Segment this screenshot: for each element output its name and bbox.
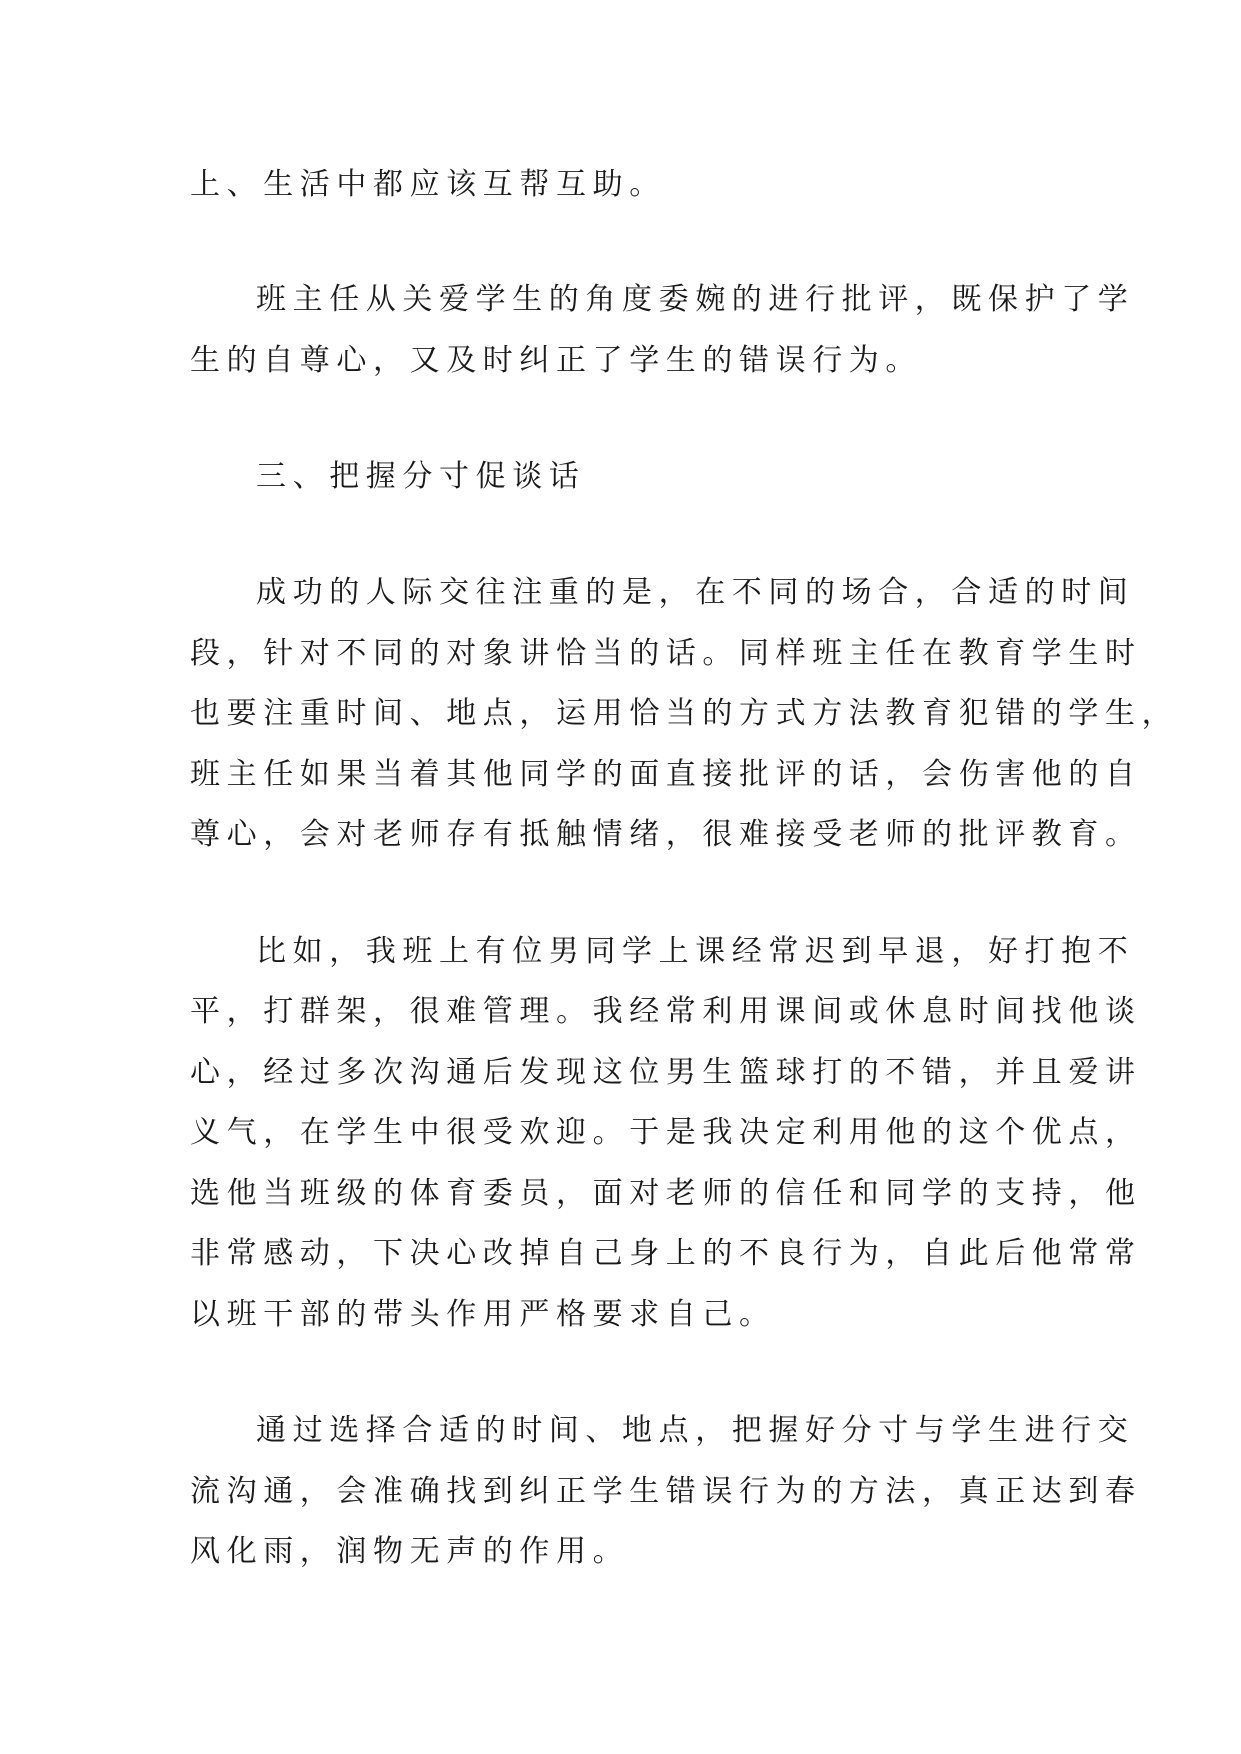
text-line: 心，经过多次沟通后发现这位男生篮球打的不错，并且爱讲	[190, 1055, 1142, 1090]
text-line: 也要注重时间、地点，运用恰当的方式方法教育犯错的学生，	[190, 696, 1179, 731]
text-line: 上、生活中都应该互帮互助。	[190, 167, 666, 202]
paragraph-first-line: 比如，我班上有位男同学上课经常迟到早退，好打抱不	[256, 934, 1135, 969]
text-line: 尊心，会对老师存有抵触情绪，很难接受老师的批评教育。	[190, 817, 1142, 852]
text-line: 风化雨，润物无声的作用。	[190, 1534, 630, 1569]
section-heading: 三、把握分寸促谈话	[256, 459, 586, 494]
text-line: 非常感动，下决心改掉自己身上的不良行为，自此后他常常	[190, 1236, 1142, 1271]
text-line: 班主任如果当着其他同学的面直接批评的话，会伤害他的自	[190, 757, 1142, 792]
text-line: 平，打群架，很难管理。我经常利用课间或休息时间找他谈	[190, 994, 1142, 1029]
text-line: 义气，在学生中很受欢迎。于是我决定利用他的这个优点，	[190, 1115, 1142, 1150]
text-line: 段，针对不同的对象讲恰当的话。同样班主任在教育学生时	[190, 636, 1142, 671]
text-line: 选他当班级的体育委员，面对老师的信任和同学的支持，他	[190, 1176, 1142, 1211]
text-line: 生的自尊心，又及时纠正了学生的错误行为。	[190, 343, 922, 378]
text-line: 流沟通，会准确找到纠正学生错误行为的方法，真正达到春	[190, 1474, 1142, 1509]
paragraph-first-line: 成功的人际交往注重的是，在不同的场合，合适的时间	[256, 575, 1135, 610]
paragraph-first-line: 通过选择合适的时间、地点，把握好分寸与学生进行交	[256, 1413, 1135, 1448]
paragraph-first-line: 班主任从关爱学生的角度委婉的进行批评，既保护了学	[256, 282, 1135, 317]
text-line: 以班干部的带头作用严格要求自己。	[190, 1297, 776, 1332]
